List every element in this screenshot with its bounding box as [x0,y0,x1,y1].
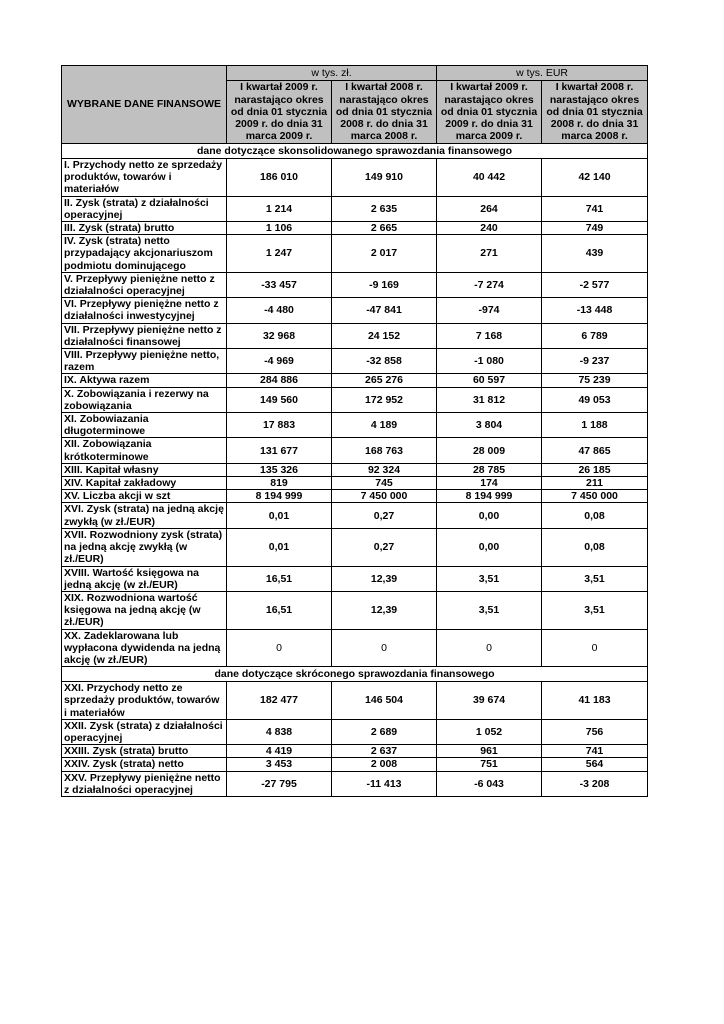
row-label: X. Zobowiązania i rezerwy na zobowiązania [62,387,227,412]
value-pln-2008: 24 152 [332,323,437,348]
row-label: XIV. Kapitał zakładowy [62,477,227,490]
value-eur-2009: -7 274 [437,272,542,297]
value-eur-2008: -3 208 [542,771,648,796]
value-eur-2008: 47 865 [542,438,648,463]
value-eur-2008: 749 [542,222,648,235]
table-row [62,745,648,758]
value-pln-2008: 2 637 [332,745,437,758]
value-pln-2008: -32 858 [332,349,437,374]
value-pln-2009: 131 677 [227,438,332,463]
value-pln-2008: 7 450 000 [332,490,437,503]
value-eur-2008: 26 185 [542,463,648,476]
value-pln-2009: 16,51 [227,566,332,591]
value-pln-2009: 16,51 [227,591,332,629]
table-row [62,719,648,744]
value-pln-2009: 3 453 [227,758,332,771]
value-eur-2008: 439 [542,235,648,273]
table-row [62,272,648,297]
value-pln-2009: 0,01 [227,528,332,566]
value-pln-2009: 149 560 [227,387,332,412]
table-row [62,629,648,667]
value-eur-2008: 49 053 [542,387,648,412]
row-label: VIII. Przepływy pieniężne netto, razem [62,349,227,374]
value-eur-2008: 211 [542,477,648,490]
row-label: I. Przychody netto ze sprzedaży produktów, towarów i materiałów [62,159,227,197]
value-eur-2009: 40 442 [437,159,542,197]
value-pln-2008: 12,39 [332,566,437,591]
table-row [62,323,648,348]
table-row [62,463,648,476]
value-pln-2008: 265 276 [332,374,437,387]
value-pln-2008: 2 008 [332,758,437,771]
value-pln-2009: -33 457 [227,272,332,297]
value-eur-2009: 240 [437,222,542,235]
row-label: IV. Zysk (strata) netto przypadający akcjonariuszom podmiotu dominującego [62,235,227,273]
value-pln-2008: 2 665 [332,222,437,235]
value-eur-2008: -13 448 [542,298,648,323]
row-label: XXIII. Zysk (strata) brutto [62,745,227,758]
value-eur-2009: 8 194 999 [437,490,542,503]
table-body [62,144,648,797]
value-pln-2009: 32 968 [227,323,332,348]
row-label: II. Zysk (strata) z działalności operacyjnej [62,196,227,221]
table-title: WYBRANE DANE FINANSOWE [62,66,227,144]
table-row [62,438,648,463]
value-eur-2008: -2 577 [542,272,648,297]
row-label: XII. Zobowiązania krótkoterminowe [62,438,227,463]
row-label: XIX. Rozwodniona wartość księgowa na jedną akcję (w zł./EUR) [62,591,227,629]
value-eur-2009: -974 [437,298,542,323]
table-row [62,374,648,387]
table-row [62,387,648,412]
value-pln-2009: -4 969 [227,349,332,374]
table-row [62,528,648,566]
value-eur-2009: 0 [437,629,542,667]
value-pln-2008: 2 689 [332,719,437,744]
value-pln-2008: 12,39 [332,591,437,629]
value-eur-2009: 1 052 [437,719,542,744]
value-eur-2008: 0 [542,629,648,667]
table-row [62,159,648,197]
row-label: III. Zysk (strata) brutto [62,222,227,235]
value-pln-2009: 0,01 [227,503,332,528]
table-row [62,503,648,528]
row-label: VI. Przepływy pieniężne netto z działalności inwestycyjnej [62,298,227,323]
value-pln-2009: 1 106 [227,222,332,235]
value-pln-2008: 4 189 [332,413,437,438]
value-pln-2009: 1 214 [227,196,332,221]
row-label: XXII. Zysk (strata) z działalności operacyjnej [62,719,227,744]
column-header-eur-2008: I kwartał 2008 r. narastająco okres od dnia 01 stycznia 2008 r. do dnia 31 marca 2008 r. [542,81,648,144]
row-label: XVIII. Wartość księgowa na jedną akcję (w zł./EUR) [62,566,227,591]
table-row [62,235,648,273]
row-label: XXV. Przepływy pieniężne netto z działalności operacyjnej [62,771,227,796]
value-eur-2008: 1 188 [542,413,648,438]
value-eur-2009: 751 [437,758,542,771]
row-label: IX. Aktywa razem [62,374,227,387]
financial-data-table [61,65,648,797]
section-title: dane dotyczące skonsolidowanego sprawozdania finansowego [62,144,648,159]
value-eur-2009: 7 168 [437,323,542,348]
value-eur-2008: 42 140 [542,159,648,197]
column-header-pln-2009: I kwartał 2009 r. narastająco okres od dnia 01 stycznia 2009 r. do dnia 31 marca 2009 r. [227,81,332,144]
value-eur-2009: -6 043 [437,771,542,796]
value-pln-2009: 17 883 [227,413,332,438]
value-pln-2008: 92 324 [332,463,437,476]
unit-eur-header: w tys. EUR [437,66,648,81]
value-pln-2009: 0 [227,629,332,667]
value-eur-2009: 3,51 [437,591,542,629]
value-pln-2009: -27 795 [227,771,332,796]
value-pln-2008: 0,27 [332,528,437,566]
unit-pln-header: w tys. zł. [227,66,437,81]
row-label: XI. Zobowiazania długoterminowe [62,413,227,438]
value-pln-2009: 284 886 [227,374,332,387]
value-eur-2008: 7 450 000 [542,490,648,503]
table-row [62,490,648,503]
value-pln-2009: 8 194 999 [227,490,332,503]
value-eur-2009: 3,51 [437,566,542,591]
value-eur-2009: 39 674 [437,682,542,720]
value-pln-2009: 182 477 [227,682,332,720]
row-label: XIII. Kapitał własny [62,463,227,476]
table-row [62,758,648,771]
value-eur-2008: 75 239 [542,374,648,387]
value-eur-2008: 0,08 [542,503,648,528]
value-pln-2008: 146 504 [332,682,437,720]
table-row [62,591,648,629]
value-eur-2008: 41 183 [542,682,648,720]
value-pln-2009: 4 838 [227,719,332,744]
value-eur-2008: 741 [542,745,648,758]
value-eur-2008: 564 [542,758,648,771]
column-header-pln-2008: I kwartał 2008 r. narastająco okres od dnia 01 stycznia 2008 r. do dnia 31 marca 2008 r. [332,81,437,144]
table-row [62,682,648,720]
value-pln-2008: 2 017 [332,235,437,273]
section-title: dane dotyczące skróconego sprawozdania finansowego [62,667,648,682]
table-row [62,196,648,221]
row-label: XXIV. Zysk (strata) netto [62,758,227,771]
value-eur-2008: 756 [542,719,648,744]
table-row [62,298,648,323]
row-label: XXI. Przychody netto ze sprzedaży produktów, towarów i materiałów [62,682,227,720]
value-pln-2008: 172 952 [332,387,437,412]
row-label: XVII. Rozwodniony zysk (strata) na jedną akcję zwykłą (w zł./EUR) [62,528,227,566]
value-eur-2008: 0,08 [542,528,648,566]
value-eur-2009: 0,00 [437,503,542,528]
value-eur-2009: 3 804 [437,413,542,438]
value-eur-2008: -9 237 [542,349,648,374]
value-pln-2008: -9 169 [332,272,437,297]
column-header-eur-2009: I kwartał 2009 r. narastająco okres od dnia 01 stycznia 2009 r. do dnia 31 marca 2009 r. [437,81,542,144]
value-eur-2009: 174 [437,477,542,490]
value-pln-2009: 1 247 [227,235,332,273]
row-label: V. Przepływy pieniężne netto z działalności operacyjnej [62,272,227,297]
value-eur-2008: 6 789 [542,323,648,348]
value-eur-2008: 3,51 [542,566,648,591]
value-pln-2009: 819 [227,477,332,490]
value-pln-2009: 135 326 [227,463,332,476]
table-row [62,771,648,796]
table-row [62,477,648,490]
value-pln-2008: 0,27 [332,503,437,528]
value-pln-2008: 149 910 [332,159,437,197]
row-label: XV. Liczba akcji w szt [62,490,227,503]
value-eur-2009: 31 812 [437,387,542,412]
value-pln-2008: 0 [332,629,437,667]
value-eur-2009: 60 597 [437,374,542,387]
value-pln-2008: -47 841 [332,298,437,323]
table-row [62,413,648,438]
row-label: XVI. Zysk (strata) na jedną akcję zwykłą (w zł./EUR) [62,503,227,528]
value-eur-2009: 28 009 [437,438,542,463]
value-pln-2009: -4 480 [227,298,332,323]
value-pln-2009: 4 419 [227,745,332,758]
value-pln-2008: 168 763 [332,438,437,463]
table-row [62,222,648,235]
value-eur-2009: 271 [437,235,542,273]
value-eur-2008: 741 [542,196,648,221]
table-row [62,349,648,374]
row-label: VII. Przepływy pieniężne netto z działalności finansowej [62,323,227,348]
value-eur-2009: 28 785 [437,463,542,476]
value-pln-2008: 2 635 [332,196,437,221]
value-pln-2008: -11 413 [332,771,437,796]
value-pln-2009: 186 010 [227,159,332,197]
value-eur-2009: 961 [437,745,542,758]
value-eur-2009: 0,00 [437,528,542,566]
value-eur-2008: 3,51 [542,591,648,629]
table-row [62,566,648,591]
value-eur-2009: -1 080 [437,349,542,374]
value-pln-2008: 745 [332,477,437,490]
row-label: XX. Zadeklarowana lub wypłacona dywidenda na jedną akcję (w zł./EUR) [62,629,227,667]
value-eur-2009: 264 [437,196,542,221]
